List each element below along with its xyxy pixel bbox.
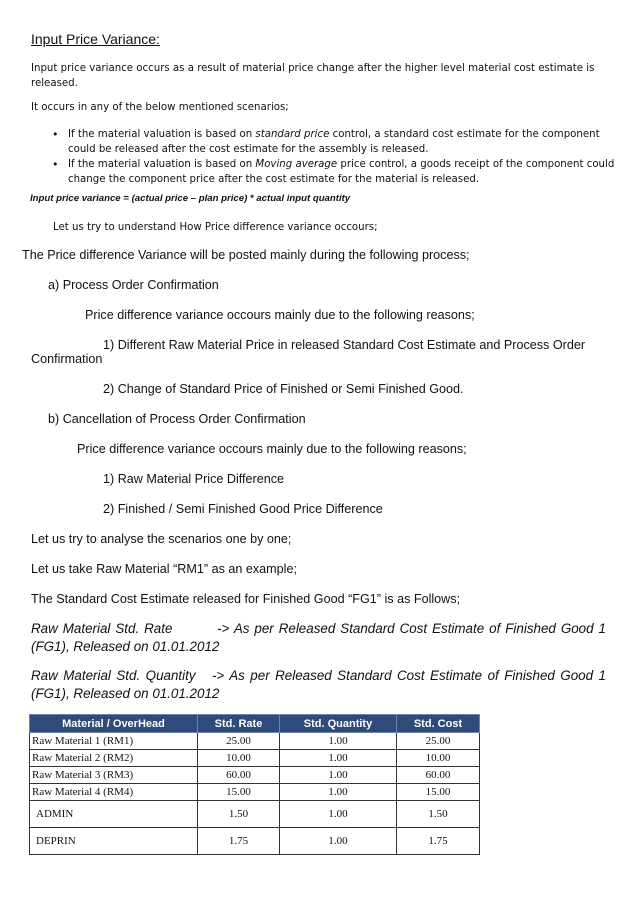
std-cost-cell: 10.00 — [396, 750, 479, 767]
std-cost-cell: 15.00 — [396, 784, 479, 801]
rate-note: Raw Material Std. Rate -> As per Released Standard Cost Estimate of Finished Good 1 (FG1), Released on 01.01.2012 — [31, 621, 610, 654]
std-quantity-cell: 1.00 — [280, 733, 397, 750]
scenario-bullet: • If the material valuation is based on Moving average price control, a goods receipt of the component could change the component price after the cost estimate for the material is released. — [50, 157, 615, 187]
b-reason-2: 2) Finished / Semi Finished Good Price Difference — [103, 502, 383, 516]
std-quantity-cell: 1.00 — [280, 784, 397, 801]
page-title: Input Price Variance: — [31, 31, 160, 47]
posted-line: The Price difference Variance will be posted mainly during the following process; — [22, 248, 470, 262]
table-row — [30, 828, 480, 855]
variance-formula: Input price variance = (actual price – plan price) * actual input quantity — [30, 193, 351, 204]
table-row — [30, 733, 480, 750]
a-reason-1-line-2: Confirmation — [31, 352, 103, 366]
std-quantity-cell: 1.00 — [280, 767, 397, 784]
std-rate-cell: 1.50 — [198, 801, 280, 828]
column-header-std-cost: Std. Cost — [396, 715, 479, 733]
material-cell: Raw Material 3 (RM3) — [30, 767, 198, 784]
a-reason-2: 2) Change of Standard Price of Finished or Semi Finished Good. — [103, 382, 464, 396]
reasons-a-line: Price difference variance occours mainly due to the following reasons; — [85, 308, 475, 322]
material-cell: Raw Material 4 (RM4) — [30, 784, 198, 801]
process-a-heading: a) Process Order Confirmation — [48, 278, 219, 292]
estimate-line: The Standard Cost Estimate released for Finished Good “FG1” is as Follows; — [31, 592, 461, 606]
reasons-b-line: Price difference variance occours mainly due to the following reasons; — [77, 442, 467, 456]
std-quantity-cell: 1.00 — [280, 828, 397, 855]
standard-cost-estimate-table — [29, 714, 480, 855]
std-cost-cell: 60.00 — [396, 767, 479, 784]
std-rate-cell: 15.00 — [198, 784, 280, 801]
scenario-bullet: • If the material valuation is based on standard price control, a standard cost estimate for the component could be released after the cost estimate for the assembly is released. — [50, 127, 615, 157]
quantity-note: Raw Material Std. Quantity -> As per Released Standard Cost Estimate of Finished Good 1 (FG1), Released on 01.01.2012 — [31, 668, 610, 701]
intro-paragraph: Input price variance occurs as a result of material price change after the higher level material cost estimate is released. — [31, 63, 595, 89]
material-cell: Raw Material 2 (RM2) — [30, 750, 198, 767]
table-row — [30, 784, 480, 801]
std-rate-cell: 60.00 — [198, 767, 280, 784]
table-row — [30, 750, 480, 767]
table-row — [30, 767, 480, 784]
b-reason-1: 1) Raw Material Price Difference — [103, 472, 285, 486]
process-b-heading: b) Cancellation of Process Order Confirmation — [48, 412, 306, 426]
table-row — [30, 801, 480, 828]
std-quantity-cell: 1.00 — [280, 801, 397, 828]
overhead-cell: ADMIN — [30, 801, 198, 828]
column-header-std-quantity: Std. Quantity — [280, 715, 397, 733]
table-header-row — [30, 715, 480, 733]
material-cell: Raw Material 1 (RM1) — [30, 733, 198, 750]
example-line: Let us take Raw Material “RM1” as an example; — [31, 562, 297, 576]
overhead-cell: DEPRIN — [30, 828, 198, 855]
column-header-std-rate: Std. Rate — [198, 715, 280, 733]
understand-line: Let us try to understand How Price difference variance occours; — [53, 222, 378, 233]
std-rate-cell: 10.00 — [198, 750, 280, 767]
column-header-material: Material / OverHead — [30, 715, 198, 733]
std-rate-cell: 25.00 — [198, 733, 280, 750]
std-cost-cell: 1.50 — [396, 801, 479, 828]
std-quantity-cell: 1.00 — [280, 750, 397, 767]
analyse-line: Let us try to analyse the scenarios one by one; — [31, 532, 292, 546]
std-rate-cell: 1.75 — [198, 828, 280, 855]
std-cost-cell: 1.75 — [396, 828, 479, 855]
std-cost-cell: 25.00 — [396, 733, 479, 750]
a-reason-1-line-1: 1) Different Raw Material Price in released Standard Cost Estimate and Process Order — [103, 338, 586, 352]
scenario-bullet-list — [50, 127, 615, 187]
scenarios-intro: It occurs in any of the below mentioned scenarios; — [31, 102, 289, 113]
